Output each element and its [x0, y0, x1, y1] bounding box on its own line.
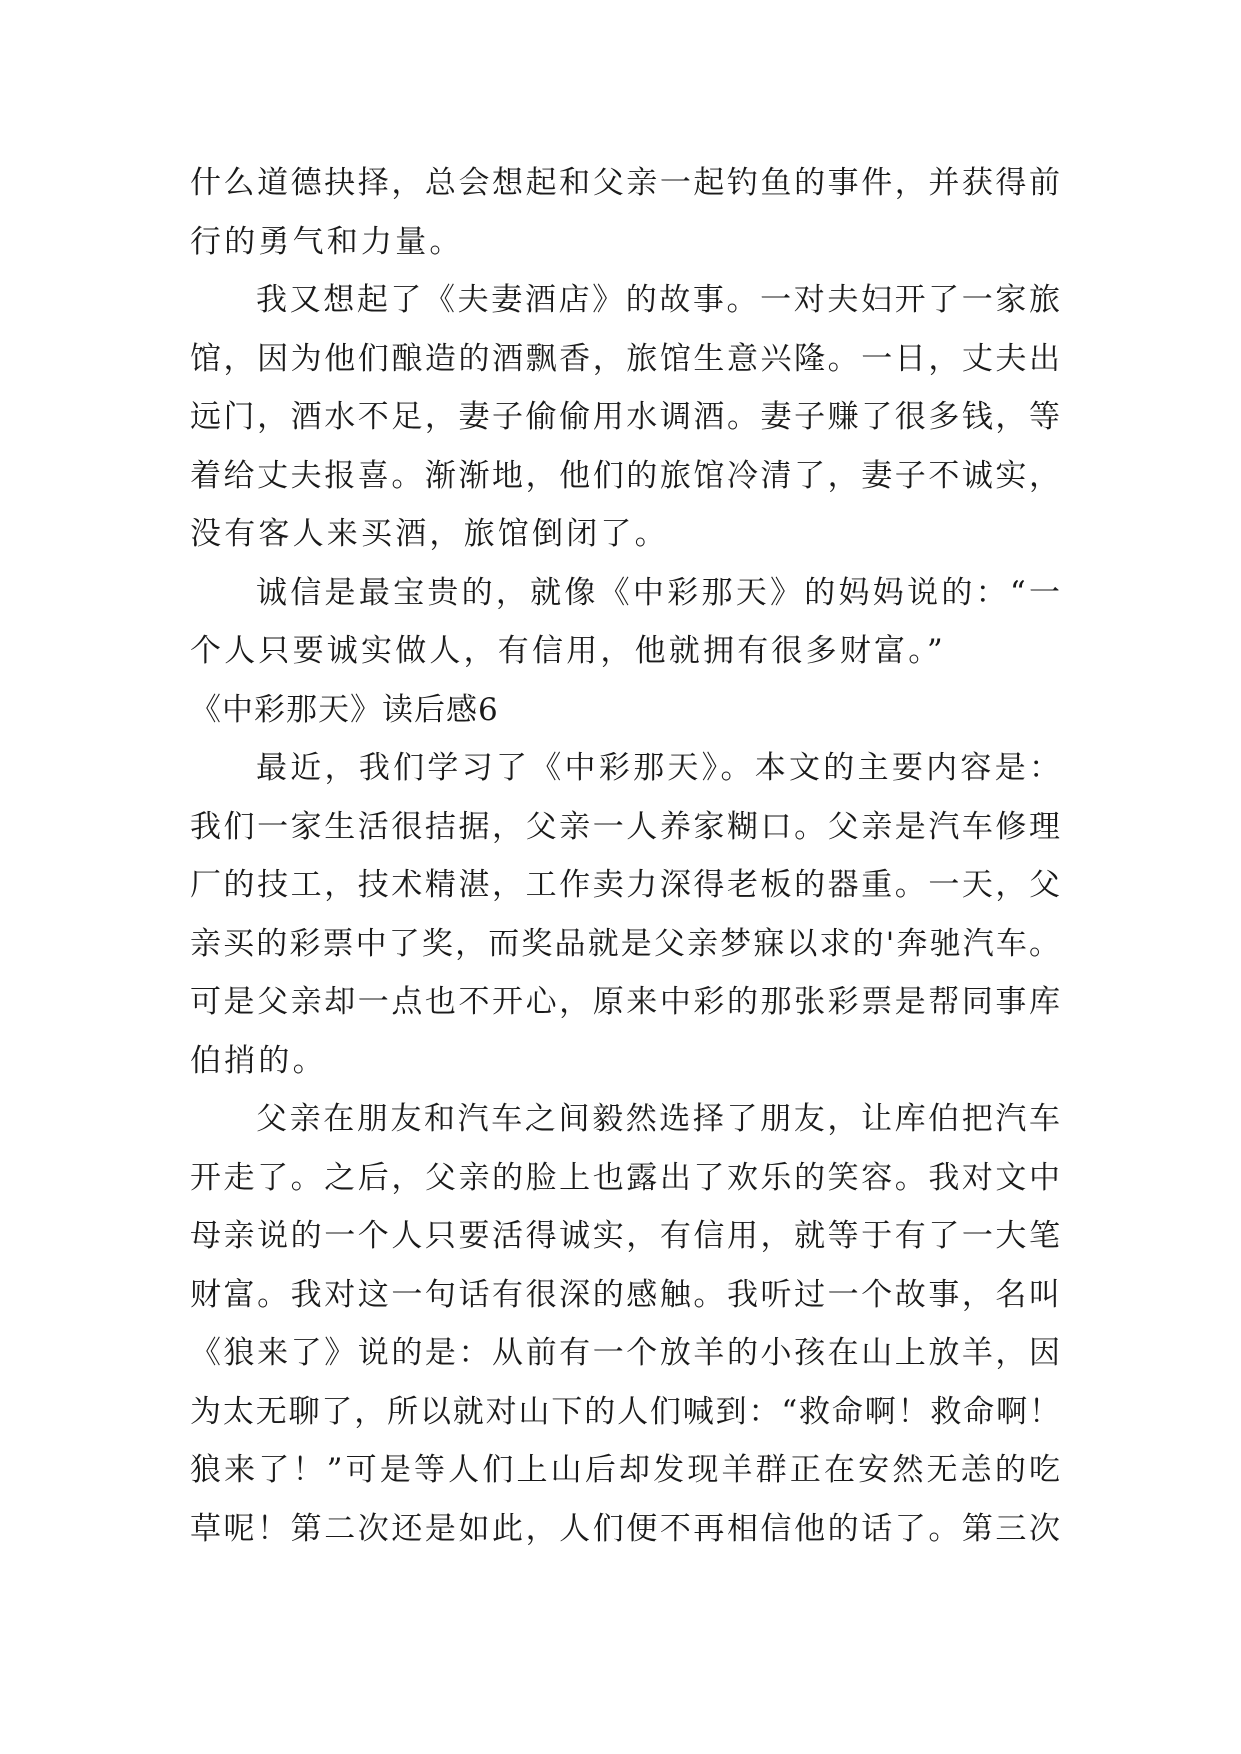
paragraph-first-line: 诚信是最宝贵的，就像《中彩那天》的妈妈说的：“一: [256, 574, 1060, 611]
text-line: 为太无聊了，所以就对山下的人们喊到：“救命啊！救命啊！: [190, 1393, 1060, 1430]
text-line: 我们一家生活很拮据，父亲一人养家糊口。父亲是汽车修理: [190, 808, 1060, 845]
text-line: 狼来了！”可是等人们上山后却发现羊群正在安然无恙的吃: [190, 1452, 1060, 1488]
text-line: 远门，酒水不足，妻子偷偷用水调酒。妻子赚了很多钱，等: [190, 399, 1060, 435]
text-line: 个人只要诚实做人，有信用，他就拥有很多财富。”: [190, 633, 946, 669]
paragraph-first-line: 父亲在朋友和汽车之间毅然选择了朋友，让库伯把汽车: [256, 1101, 1060, 1137]
text-line: 伯捎的。: [190, 1042, 327, 1079]
text-line: 可是父亲却一点也不开心，原来中彩的那张彩票是帮同事库: [190, 984, 1060, 1020]
text-line: 着给丈夫报喜。渐渐地，他们的旅馆冷清了，妻子不诚实，: [190, 457, 1060, 494]
document-body: [190, 154, 1060, 1558]
text-line: 馆，因为他们酿造的酒飘香，旅馆生意兴隆。一日，丈夫出: [190, 340, 1060, 377]
section-title: 《中彩那天》读后感6: [190, 691, 499, 728]
text-line: 行的勇气和力量。: [190, 223, 464, 260]
text-line: 厂的技工，技术精湛，工作卖力深得老板的器重。一天，父: [190, 867, 1060, 903]
text-line: 草呢！第二次还是如此，人们便不再相信他的话了。第三次: [190, 1510, 1060, 1547]
text-line: 开走了。之后，父亲的脸上也露出了欢乐的笑容。我对文中: [190, 1159, 1060, 1196]
text-line: 《狼来了》说的是：从前有一个放羊的小孩在山上放羊，因: [190, 1335, 1060, 1371]
text-line: 什么道德抉择，总会想起和父亲一起钓鱼的事件，并获得前: [190, 165, 1060, 201]
text-line: 母亲说的一个人只要活得诚实，有信用，就等于有了一大笔: [190, 1218, 1060, 1254]
text-line: 没有客人来买酒，旅馆倒闭了。: [190, 516, 669, 552]
text-line: 亲买的彩票中了奖，而奖品就是父亲梦寐以求的'奔驰汽车。: [190, 925, 1060, 962]
text-line: 财富。我对这一句话有很深的感触。我听过一个故事，名叫: [190, 1276, 1060, 1313]
paragraph-first-line: 最近，我们学习了《中彩那天》。本文的主要内容是：: [256, 750, 1060, 786]
paragraph-first-line: 我又想起了《夫妻酒店》的故事。一对夫妇开了一家旅: [256, 282, 1060, 318]
